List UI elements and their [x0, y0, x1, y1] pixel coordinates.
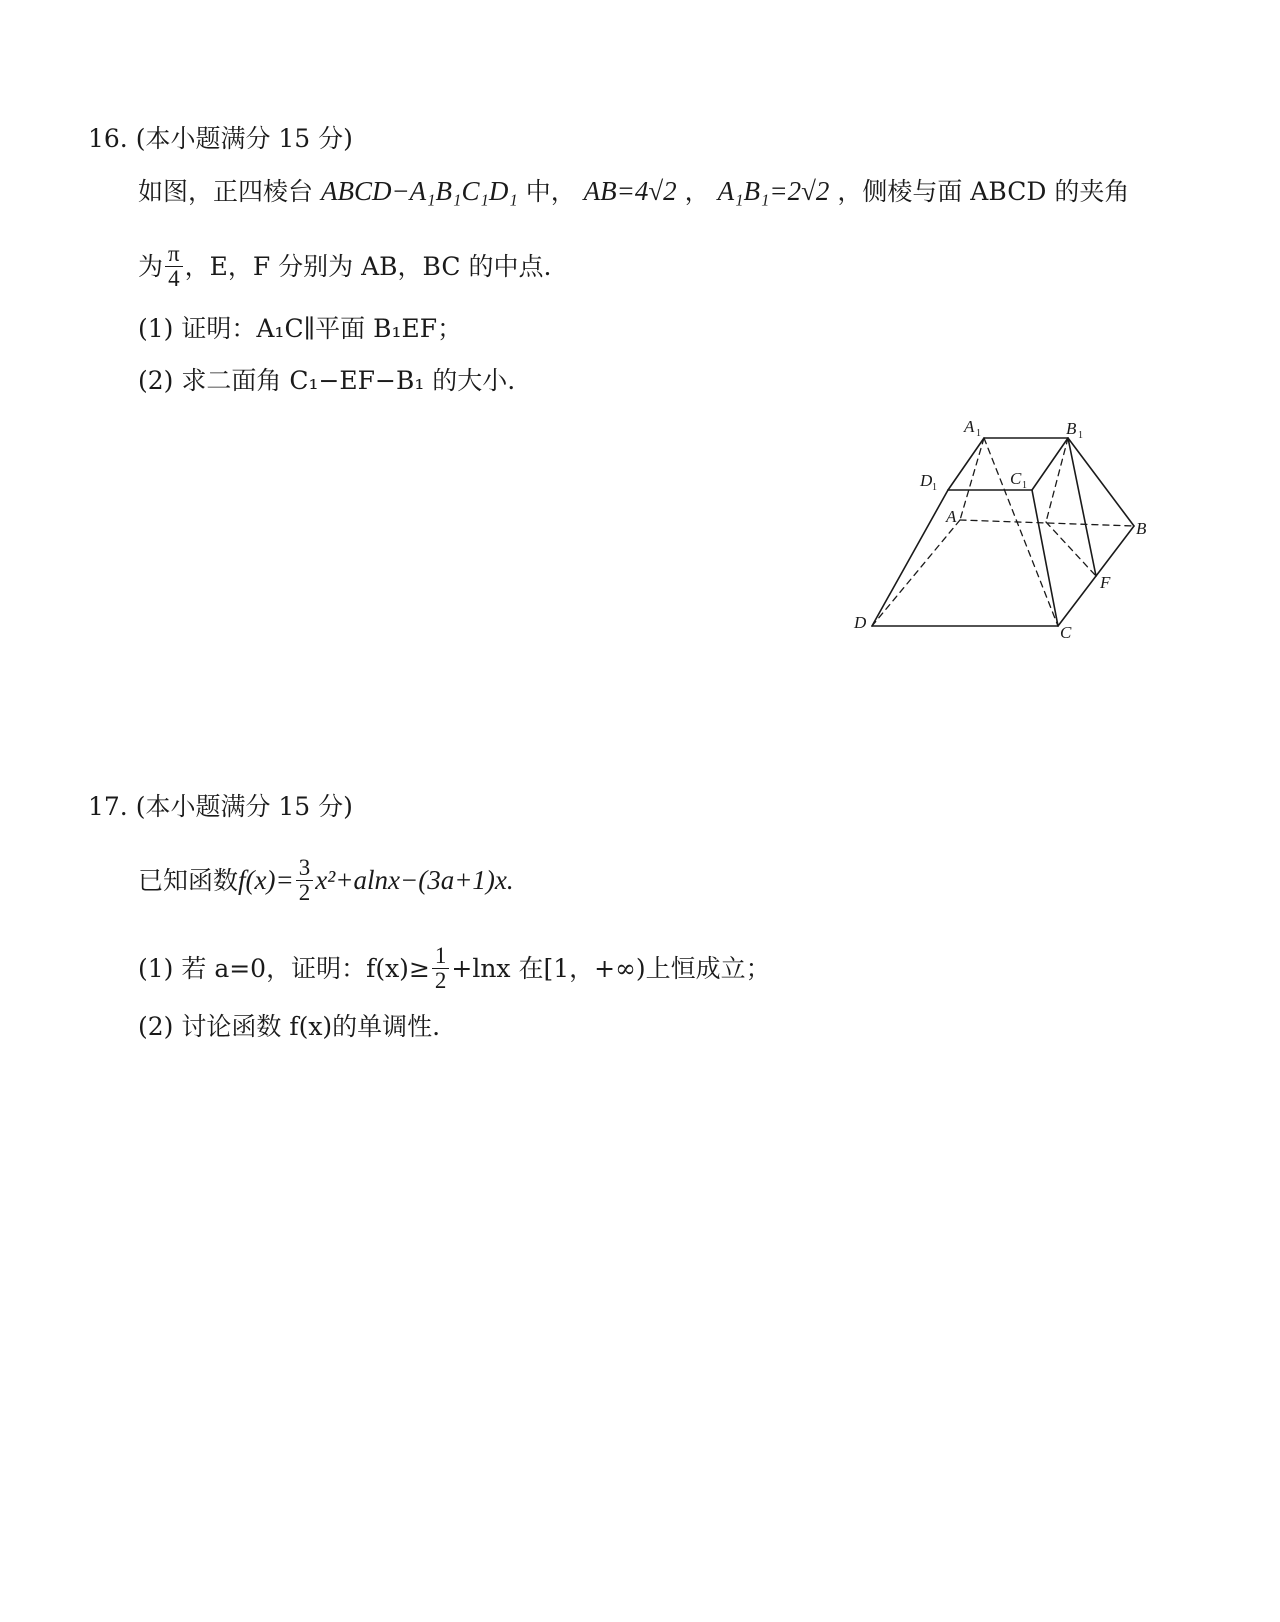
q17-fraction: [296, 856, 314, 905]
label-b1-sub: 1: [1078, 430, 1083, 441]
hidden-segment-ef: [1046, 522, 1096, 576]
label-c: C: [1060, 623, 1072, 642]
label-a: A: [946, 507, 957, 526]
q16-intro-mid: 中，: [525, 177, 576, 206]
label-a1-sub: 1: [976, 428, 981, 439]
segment-b1f: [1068, 438, 1096, 576]
q17-part1-numerator: 1: [432, 944, 450, 969]
q17-part1: [138, 943, 771, 995]
q16-intro-line: [138, 176, 1129, 207]
q16-angle-numerator: π: [165, 242, 183, 267]
q16-a1b1-equation: A₁B₁=2√2: [717, 176, 830, 206]
q16-angle-denominator: 4: [168, 266, 180, 291]
q16-part2-label: (2): [138, 366, 174, 395]
label-c1: C: [1010, 469, 1022, 488]
q16-part1-text: 证明：A₁C∥平面 B₁EF；: [181, 314, 463, 343]
edge-d1d: [872, 490, 948, 626]
q17-fraction-numerator: 3: [296, 856, 314, 881]
label-d1: D: [920, 471, 933, 490]
q16-angle-line: [138, 241, 552, 293]
q17-part2: [138, 1012, 440, 1042]
q17-fraction-denominator: 2: [298, 880, 311, 905]
hidden-segment-b1e: [1046, 438, 1068, 522]
label-a1: A: [964, 417, 975, 436]
q17-part1-denominator: 2: [434, 968, 447, 993]
q17-function-lhs: f(x)=: [238, 865, 294, 895]
label-c1-sub: 1: [1022, 480, 1027, 491]
edge-a1d1: [948, 438, 984, 490]
q17-function-rhs: x²+alnx−(3a+1)x.: [315, 865, 514, 895]
q17-part1-fraction: [432, 944, 450, 993]
q16-angle-tail: ，E，F 分别为 AB，BC 的中点.: [184, 252, 552, 281]
q16-angle-lead: 为: [138, 252, 164, 281]
q16-frustum-name: ABCD−A₁B₁C₁D₁: [320, 176, 518, 206]
edge-b1b: [1068, 438, 1134, 526]
label-b: B: [1136, 519, 1147, 538]
q16-part1-label: (1): [138, 314, 174, 343]
hidden-edge-a1a: [960, 438, 984, 520]
q16-heading-text: 16. (本小题满分 15 分): [88, 124, 353, 153]
edge-c1c: [1032, 490, 1058, 626]
q17-function-line: [138, 855, 514, 907]
q16-part2-text: 求二面角 C₁−EF−B₁ 的大小.: [181, 366, 516, 395]
q17-part2-text: 讨论函数 f(x)的单调性.: [181, 1012, 441, 1041]
hidden-edge-ad: [872, 520, 960, 626]
q16-heading: [88, 124, 353, 154]
q17-heading: [88, 792, 353, 822]
q16-ab-equation: AB=4√2: [583, 176, 677, 206]
q16-intro-lead: 如图，正四棱台: [138, 177, 314, 206]
q17-part1-lead: 若 a=0，证明：f(x)≥: [181, 954, 430, 983]
q17-part2-label: (2): [138, 1012, 174, 1041]
hidden-segment-a1c: [984, 438, 1058, 626]
q17-part1-tail: +lnx 在[1，+∞)上恒成立；: [451, 954, 771, 983]
q17-heading-text: 17. (本小题满分 15 分): [88, 792, 353, 821]
edge-c1b1: [1032, 438, 1068, 490]
q16-angle-fraction: [165, 242, 183, 291]
q17-intro-lead: 已知函数: [138, 866, 239, 895]
label-f: F: [1100, 573, 1111, 592]
q16-part2: [138, 366, 515, 396]
q17-part1-label: (1): [138, 954, 174, 983]
q16-part1: [138, 314, 462, 344]
label-b1: B: [1066, 419, 1077, 438]
label-d1-sub: 1: [932, 482, 937, 493]
q16-separator: ，: [684, 177, 710, 206]
label-d: D: [854, 613, 867, 632]
frustum-diagram: [850, 410, 1170, 650]
frustum-figure: [850, 410, 1170, 650]
q16-intro-tail: ，侧棱与面 ABCD 的夹角: [837, 177, 1130, 206]
